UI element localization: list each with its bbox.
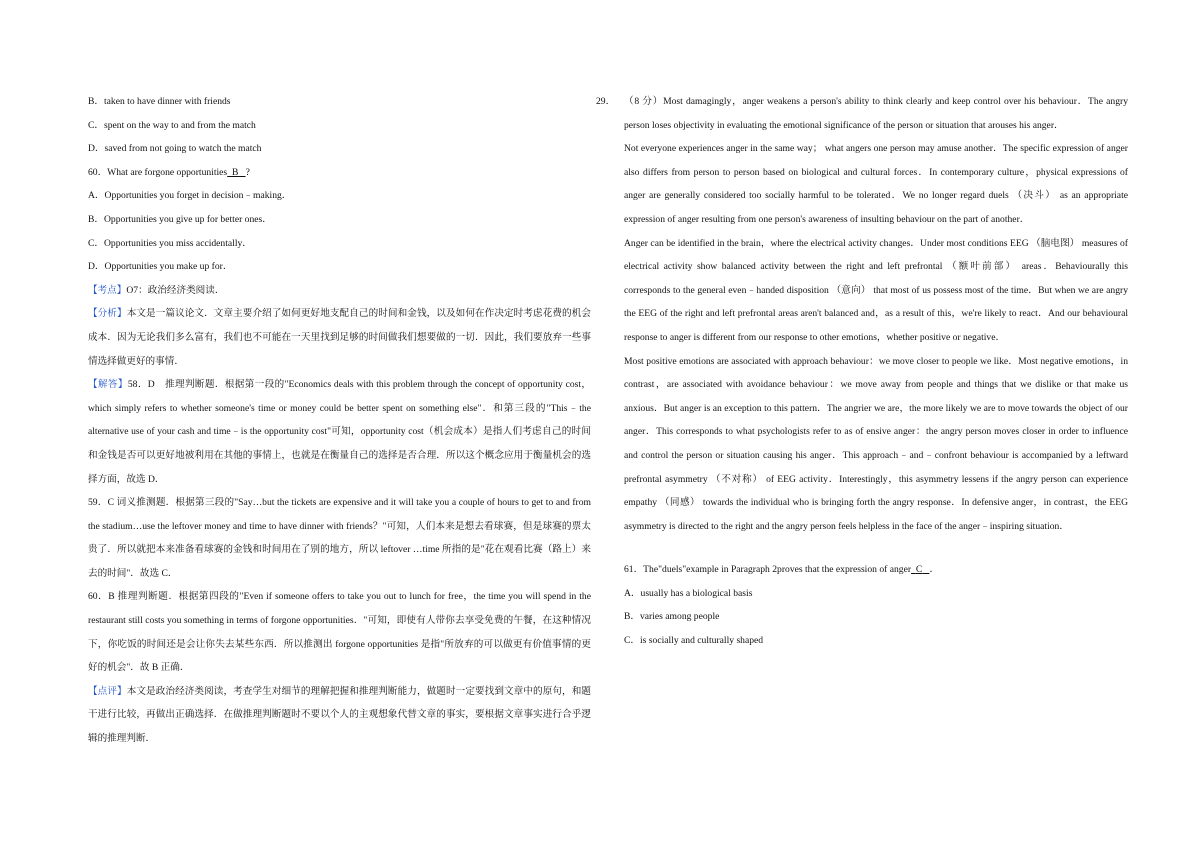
passage-paragraph-3: Anger can be identified in the brain，where the electrical activity changes．Under most conditions EEG （脑电图） measures of electrical activity show balanced activity between the right and left prefrontal （额叶前部） areas．Behaviourally this corresponds to the general even﹣handed disposition （意向） that most of us possess most of the time．But when we are angry the EEG of the right and left prefrontal areas aren't balanced and，as a result of this，we're likely to react．And our behavioural response to anger is different from our response to other emotions，whether positive or negative． bbox=[624, 237, 1128, 343]
question-29-number: 29． bbox=[596, 96, 616, 107]
section-kaodian bbox=[88, 279, 591, 303]
question-61-answer: C bbox=[915, 564, 923, 576]
question-61-text: 61．The"duels"example in Paragraph 2proves that the expression of anger bbox=[624, 564, 912, 576]
question-60 bbox=[88, 161, 591, 185]
jieda-tag: 【解答】 bbox=[88, 379, 128, 391]
question-61-suffix: ． bbox=[929, 564, 940, 576]
kaodian-tag: 【考点】 bbox=[88, 284, 127, 296]
right-column bbox=[596, 90, 1128, 653]
dianping-text: 本文是政治经济类阅读，考查学生对细节的理解把握和推理判断能力，做题时一定要找到文章中的原句，和题干进行比较，再做出正确选择．在做推理判断题时不要以个人的主观想象代替文章的事实，要根据文章事实进行合乎逻辑的推理判断． bbox=[88, 685, 592, 745]
option-c-58: C．spent on the way to and from the match bbox=[88, 119, 256, 131]
question-60-suffix: ? bbox=[245, 166, 250, 178]
question-60-text: 60．What are forgone opportunities bbox=[88, 166, 228, 178]
answer-60: 60．B 推理判断题．根据第四段的"Even if someone offers to take you out to lunch for free，the time you will spend in the restaurant still costs you something in terms of forgone opportunities．"可知，即使有人带你去享受免费的午餐，在这种情况下，你吃饭的时间还是会让你失去某些东西．所以推测出 forgone opportunities 是指"所放弃的可以做更有价值事情的更好的机会"．故 B 正确． bbox=[88, 591, 591, 674]
section-dianping bbox=[88, 680, 591, 751]
section-fenxi bbox=[88, 302, 591, 373]
option-c-61: C．is socially and culturally shaped bbox=[624, 635, 764, 647]
option-b-61: B．varies among people bbox=[624, 611, 720, 623]
passage-paragraph-2: Not everyone experiences anger in the same way； what angers one person may amuse another．The specific expression of anger also differs from person to person based on biological and cultural forces．In contemporary culture，physical expressions of anger are generally considered too socially harmful to be tolerated．We no longer regard duels （决斗） as an appropriate expression of anger resulting from one person's awareness of insulting behaviour on the part of another． bbox=[624, 143, 1128, 225]
fenxi-tag: 【分析】 bbox=[88, 308, 127, 320]
passage-paragraph-4: Most positive emotions are associated with approach behaviour：we move closer to people we like．Most negative emotions，in contrast，are associated with avoidance behaviour：we move away from people and things that we dislike or that make us anxious．But anger is an exception to this pattern．The angrier we are，the more likely we are to move towards the object of our anger．This corresponds to what psychologists refer to as of ensive anger：the angry person moves closer in order to influence and control the person or situation causing his anger．This approach﹣and﹣confront behaviour is accompanied by a leftward prefrontal asymmetry （不对称） of EEG activity．Interestingly，this asymmetry lessens if the angry person can experience empathy （同感） towards the individual who is bringing forth the angry response．In defensive anger，in contrast，the EEG asymmetry is directed to the right and the angry person feels helpless in the face of the anger﹣inspiring situation． bbox=[624, 355, 1128, 532]
passage-29 bbox=[596, 90, 1128, 653]
jieda-text: 58．D 推理判断题．根据第一段的"Economics deals with this problem through the concept of opportunity cost，which simply refers to whether someone's time or money could be better spent on something else"．和第三段的"This﹣the alternative use of your cash and time﹣is the opportunity cost"可知，opportunity cost（机会成本）是指人们考虑自己的时间和金钱是否可以更好地被利用在其他的事情上，也就是在衡量自己的选择是否合理．所以这个概念应用于衡量机会的选择方面，故选 D． bbox=[88, 379, 592, 485]
option-d-58: D．saved from not going to watch the match bbox=[88, 143, 262, 155]
left-column bbox=[88, 90, 591, 751]
passage-paragraph-1: （8 分）Most damagingly，anger weakens a person's ability to think clearly and keep control over his behaviour．The angry person loses objectivity in evaluating the emotional significance of the person or situation that arouses his anger． bbox=[624, 96, 1128, 131]
question-61 bbox=[624, 558, 1128, 582]
option-d-60: D．Opportunities you make up for． bbox=[88, 261, 233, 273]
option-a-60: A．Opportunities you forget in decision﹣making． bbox=[88, 190, 292, 202]
question-60-answer: B bbox=[231, 166, 239, 178]
option-b-60: B．Opportunities you give up for better ones． bbox=[88, 213, 272, 225]
option-a-61: A．usually has a biological basis bbox=[624, 587, 753, 599]
answer-59: 59．C 词义推测题．根据第三段的"Say…but the tickets are expensive and it will take you a couple of hours to get to and from the stadium…use the leftover money and time to have dinner with friends？"可知，人们本来是想去看球赛，但是球赛的票太贵了．所以就把本来准备看球赛的金钱和时间用在了别的地方，所以 leftover …time 所指的是"花在观看比赛（路上）来去的时间"．故选 C． bbox=[88, 497, 591, 579]
dianping-tag: 【点评】 bbox=[88, 685, 127, 697]
spacer bbox=[624, 538, 1128, 558]
option-b-58: B．taken to have dinner with friends bbox=[88, 96, 231, 107]
kaodian-text: O7：政治经济类阅读． bbox=[126, 284, 225, 296]
section-jieda bbox=[88, 373, 591, 491]
fenxi-text: 本文是一篇议论文．文章主要介绍了如何更好地支配自己的时间和金钱，以及如何在作决定时考虑花费的机会成本．因为无论我们多么富有，我们也不可能在一天里找到足够的时间做我们想要做的一切．因此，我们要放弃一些事情选择做更好的事情． bbox=[88, 308, 592, 367]
option-c-60: C．Opportunities you miss accidentally． bbox=[88, 237, 252, 249]
